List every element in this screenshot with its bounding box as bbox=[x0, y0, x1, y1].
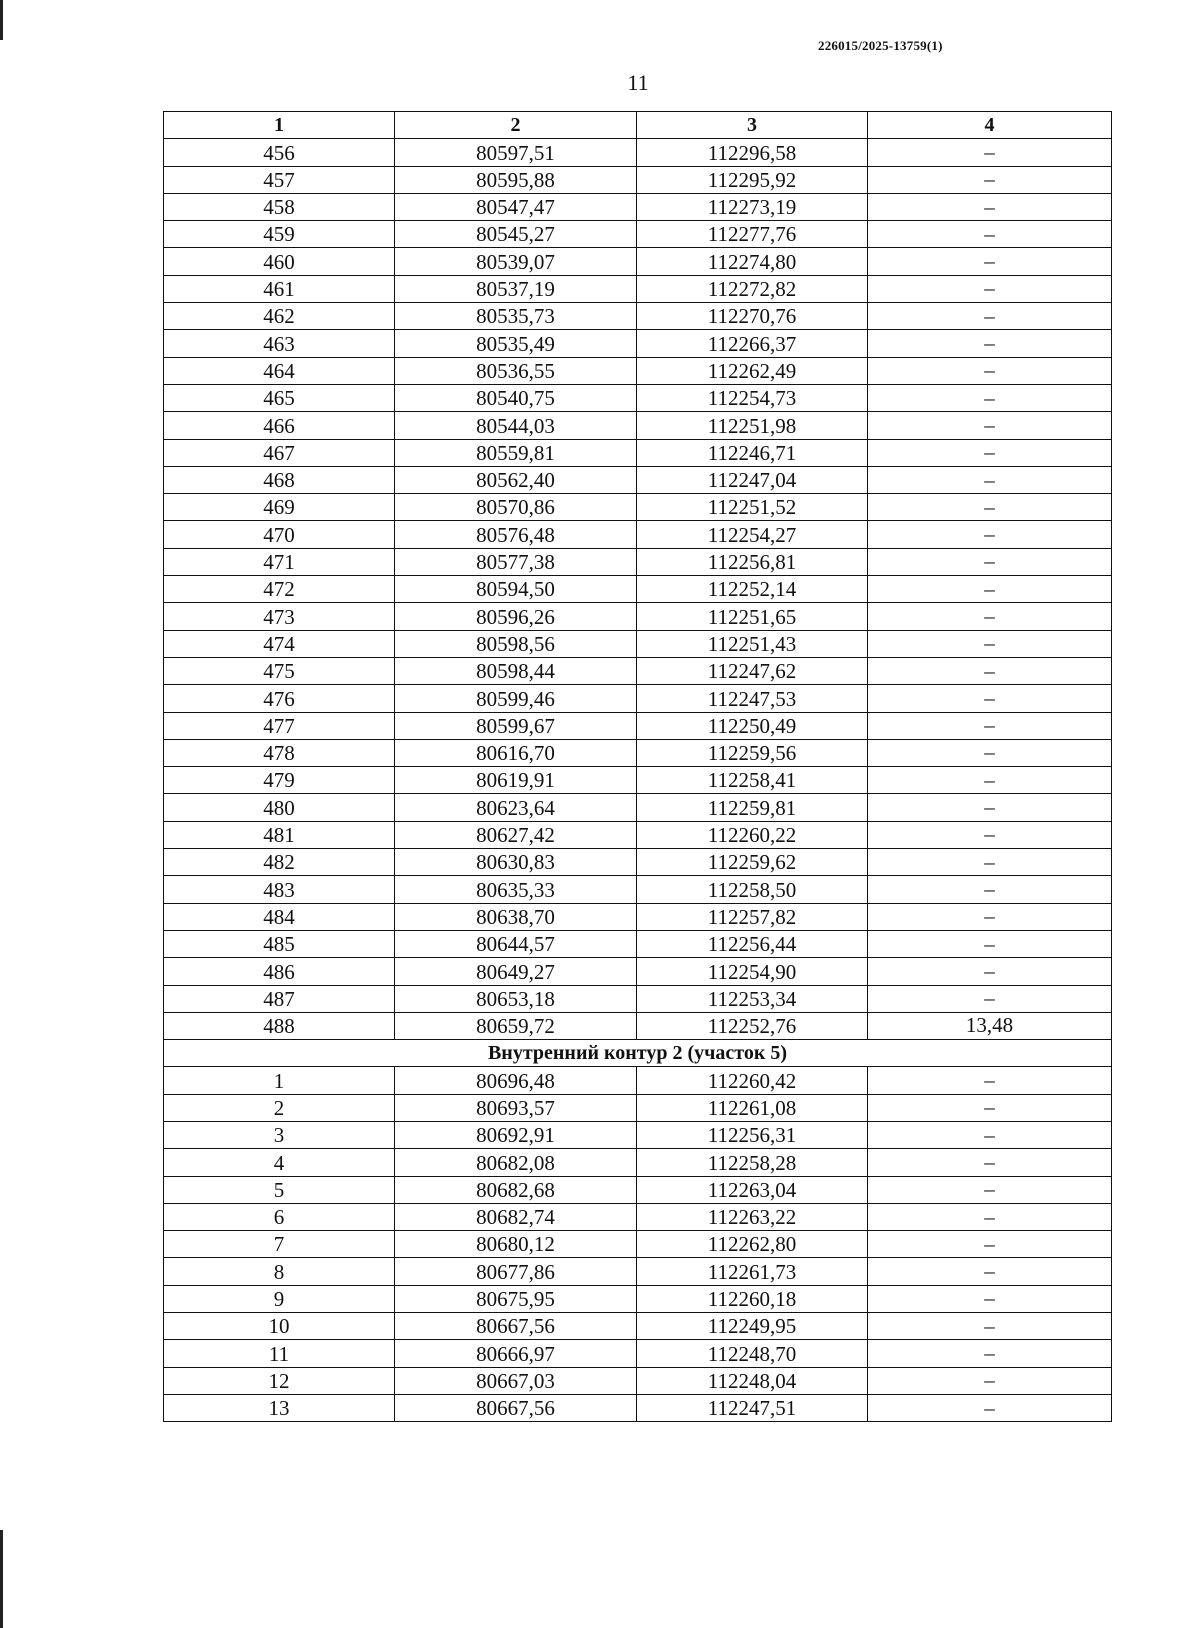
distance: – bbox=[868, 275, 1112, 302]
distance: – bbox=[868, 1121, 1112, 1148]
distance: – bbox=[868, 1203, 1112, 1230]
y-coordinate: 112296,58 bbox=[637, 139, 868, 166]
y-coordinate: 112258,28 bbox=[637, 1149, 868, 1176]
distance: – bbox=[868, 548, 1112, 575]
y-coordinate: 112256,31 bbox=[637, 1121, 868, 1148]
x-coordinate: 80619,91 bbox=[395, 767, 637, 794]
x-coordinate: 80599,67 bbox=[395, 712, 637, 739]
y-coordinate: 112247,51 bbox=[637, 1394, 868, 1421]
table-body bbox=[164, 139, 1112, 1040]
point-number: 479 bbox=[164, 767, 395, 794]
table-row bbox=[164, 466, 1112, 493]
y-coordinate: 112262,49 bbox=[637, 357, 868, 384]
y-coordinate: 112247,62 bbox=[637, 657, 868, 684]
x-coordinate: 80682,08 bbox=[395, 1149, 637, 1176]
scan-edge-mark-bottom bbox=[0, 1530, 3, 1628]
page-number: 11 bbox=[627, 70, 649, 95]
x-coordinate: 80535,49 bbox=[395, 330, 637, 357]
x-coordinate: 80677,86 bbox=[395, 1258, 637, 1285]
distance: – bbox=[868, 1231, 1112, 1258]
table-row bbox=[164, 794, 1112, 821]
y-coordinate: 112262,80 bbox=[637, 1231, 868, 1258]
x-coordinate: 80576,48 bbox=[395, 521, 637, 548]
table-row bbox=[164, 357, 1112, 384]
point-number: 478 bbox=[164, 739, 395, 766]
distance: – bbox=[868, 657, 1112, 684]
y-coordinate: 112270,76 bbox=[637, 303, 868, 330]
y-coordinate: 112248,70 bbox=[637, 1340, 868, 1367]
table-row bbox=[164, 548, 1112, 575]
table-row bbox=[164, 1176, 1112, 1203]
x-coordinate: 80539,07 bbox=[395, 248, 637, 275]
x-coordinate: 80682,68 bbox=[395, 1176, 637, 1203]
y-coordinate: 112246,71 bbox=[637, 439, 868, 466]
x-coordinate: 80598,56 bbox=[395, 630, 637, 657]
table-row bbox=[164, 221, 1112, 248]
y-coordinate: 112266,37 bbox=[637, 330, 868, 357]
point-number: 469 bbox=[164, 494, 395, 521]
table-row bbox=[164, 739, 1112, 766]
point-number: 3 bbox=[164, 1121, 395, 1148]
y-coordinate: 112247,53 bbox=[637, 685, 868, 712]
y-coordinate: 112273,19 bbox=[637, 193, 868, 220]
table-row bbox=[164, 439, 1112, 466]
table-row bbox=[164, 1149, 1112, 1176]
point-number: 471 bbox=[164, 548, 395, 575]
x-coordinate: 80638,70 bbox=[395, 903, 637, 930]
x-coordinate: 80630,83 bbox=[395, 849, 637, 876]
table-row bbox=[164, 384, 1112, 411]
distance: – bbox=[868, 985, 1112, 1012]
point-number: 7 bbox=[164, 1231, 395, 1258]
y-coordinate: 112272,82 bbox=[637, 275, 868, 302]
point-number: 485 bbox=[164, 930, 395, 957]
section-title: Внутренний контур 2 (участок 5) bbox=[164, 1040, 1112, 1067]
distance: – bbox=[868, 221, 1112, 248]
table-row bbox=[164, 303, 1112, 330]
distance: – bbox=[868, 521, 1112, 548]
x-coordinate: 80595,88 bbox=[395, 166, 637, 193]
point-number: 461 bbox=[164, 275, 395, 302]
point-number: 2 bbox=[164, 1094, 395, 1121]
distance: – bbox=[868, 1258, 1112, 1285]
table-row bbox=[164, 1121, 1112, 1148]
point-number: 458 bbox=[164, 193, 395, 220]
y-coordinate: 112248,04 bbox=[637, 1367, 868, 1394]
distance: – bbox=[868, 412, 1112, 439]
table-row bbox=[164, 1094, 1112, 1121]
point-number: 467 bbox=[164, 439, 395, 466]
coordinates-table-container bbox=[163, 111, 1111, 1422]
x-coordinate: 80577,38 bbox=[395, 548, 637, 575]
point-number: 486 bbox=[164, 958, 395, 985]
distance: – bbox=[868, 1067, 1112, 1094]
x-coordinate: 80544,03 bbox=[395, 412, 637, 439]
x-coordinate: 80537,19 bbox=[395, 275, 637, 302]
y-coordinate: 112258,41 bbox=[637, 767, 868, 794]
table-row bbox=[164, 494, 1112, 521]
x-coordinate: 80692,91 bbox=[395, 1121, 637, 1148]
y-coordinate: 112251,65 bbox=[637, 603, 868, 630]
x-coordinate: 80570,86 bbox=[395, 494, 637, 521]
table-row bbox=[164, 166, 1112, 193]
table-row bbox=[164, 930, 1112, 957]
point-number: 480 bbox=[164, 794, 395, 821]
y-coordinate: 112249,95 bbox=[637, 1313, 868, 1340]
x-coordinate: 80627,42 bbox=[395, 821, 637, 848]
distance: – bbox=[868, 384, 1112, 411]
table-row bbox=[164, 903, 1112, 930]
y-coordinate: 112277,76 bbox=[637, 221, 868, 248]
column-header-2: 2 bbox=[395, 112, 637, 139]
point-number: 487 bbox=[164, 985, 395, 1012]
distance: – bbox=[868, 1394, 1112, 1421]
point-number: 456 bbox=[164, 139, 395, 166]
point-number: 488 bbox=[164, 1012, 395, 1039]
y-coordinate: 112250,49 bbox=[637, 712, 868, 739]
distance: – bbox=[868, 821, 1112, 848]
x-coordinate: 80667,03 bbox=[395, 1367, 637, 1394]
point-number: 472 bbox=[164, 576, 395, 603]
table-row bbox=[164, 1367, 1112, 1394]
y-coordinate: 112251,43 bbox=[637, 630, 868, 657]
table-row bbox=[164, 958, 1112, 985]
section-table-body bbox=[164, 1067, 1112, 1422]
y-coordinate: 112254,27 bbox=[637, 521, 868, 548]
y-coordinate: 112260,22 bbox=[637, 821, 868, 848]
y-coordinate: 112247,04 bbox=[637, 466, 868, 493]
distance: 13,48 bbox=[868, 1012, 1112, 1039]
x-coordinate: 80696,48 bbox=[395, 1067, 637, 1094]
table-row bbox=[164, 821, 1112, 848]
point-number: 460 bbox=[164, 248, 395, 275]
point-number: 481 bbox=[164, 821, 395, 848]
distance: – bbox=[868, 439, 1112, 466]
distance: – bbox=[868, 794, 1112, 821]
table-row bbox=[164, 248, 1112, 275]
distance: – bbox=[868, 494, 1112, 521]
scan-edge-mark-top bbox=[0, 0, 3, 40]
distance: – bbox=[868, 630, 1112, 657]
x-coordinate: 80562,40 bbox=[395, 466, 637, 493]
y-coordinate: 112259,62 bbox=[637, 849, 868, 876]
column-header-3: 3 bbox=[637, 112, 868, 139]
x-coordinate: 80666,97 bbox=[395, 1340, 637, 1367]
distance: – bbox=[868, 903, 1112, 930]
x-coordinate: 80649,27 bbox=[395, 958, 637, 985]
point-number: 475 bbox=[164, 657, 395, 684]
section-header-body bbox=[164, 1040, 1112, 1067]
distance: – bbox=[868, 303, 1112, 330]
table-row bbox=[164, 330, 1112, 357]
point-number: 464 bbox=[164, 357, 395, 384]
distance: – bbox=[868, 767, 1112, 794]
distance: – bbox=[868, 685, 1112, 712]
point-number: 474 bbox=[164, 630, 395, 657]
table-row bbox=[164, 1340, 1112, 1367]
y-coordinate: 112251,52 bbox=[637, 494, 868, 521]
x-coordinate: 80598,44 bbox=[395, 657, 637, 684]
table-row bbox=[164, 412, 1112, 439]
point-number: 11 bbox=[164, 1340, 395, 1367]
x-coordinate: 80597,51 bbox=[395, 139, 637, 166]
y-coordinate: 112258,50 bbox=[637, 876, 868, 903]
table-row bbox=[164, 876, 1112, 903]
table-row bbox=[164, 985, 1112, 1012]
point-number: 470 bbox=[164, 521, 395, 548]
distance: – bbox=[868, 139, 1112, 166]
x-coordinate: 80616,70 bbox=[395, 739, 637, 766]
x-coordinate: 80693,57 bbox=[395, 1094, 637, 1121]
x-coordinate: 80536,55 bbox=[395, 357, 637, 384]
point-number: 462 bbox=[164, 303, 395, 330]
table-row bbox=[164, 1203, 1112, 1230]
x-coordinate: 80559,81 bbox=[395, 439, 637, 466]
distance: – bbox=[868, 1176, 1112, 1203]
x-coordinate: 80680,12 bbox=[395, 1231, 637, 1258]
x-coordinate: 80644,57 bbox=[395, 930, 637, 957]
document-number: 226015/2025-13759(1) bbox=[818, 38, 943, 53]
y-coordinate: 112253,34 bbox=[637, 985, 868, 1012]
distance: – bbox=[868, 958, 1112, 985]
x-coordinate: 80635,33 bbox=[395, 876, 637, 903]
column-header-1: 1 bbox=[164, 112, 395, 139]
x-coordinate: 80535,73 bbox=[395, 303, 637, 330]
distance: – bbox=[868, 330, 1112, 357]
point-number: 484 bbox=[164, 903, 395, 930]
point-number: 476 bbox=[164, 685, 395, 712]
point-number: 466 bbox=[164, 412, 395, 439]
table-row bbox=[164, 603, 1112, 630]
table-row bbox=[164, 576, 1112, 603]
point-number: 1 bbox=[164, 1067, 395, 1094]
x-coordinate: 80659,72 bbox=[395, 1012, 637, 1039]
coordinates-table bbox=[163, 111, 1112, 1422]
point-number: 482 bbox=[164, 849, 395, 876]
y-coordinate: 112256,44 bbox=[637, 930, 868, 957]
point-number: 13 bbox=[164, 1394, 395, 1421]
x-coordinate: 80667,56 bbox=[395, 1313, 637, 1340]
y-coordinate: 112259,56 bbox=[637, 739, 868, 766]
point-number: 463 bbox=[164, 330, 395, 357]
distance: – bbox=[868, 930, 1112, 957]
table-row bbox=[164, 1231, 1112, 1258]
table-row bbox=[164, 1285, 1112, 1312]
x-coordinate: 80623,64 bbox=[395, 794, 637, 821]
distance: – bbox=[868, 193, 1112, 220]
y-coordinate: 112254,73 bbox=[637, 384, 868, 411]
table-row bbox=[164, 1012, 1112, 1039]
point-number: 465 bbox=[164, 384, 395, 411]
point-number: 5 bbox=[164, 1176, 395, 1203]
point-number: 12 bbox=[164, 1367, 395, 1394]
y-coordinate: 112256,81 bbox=[637, 548, 868, 575]
y-coordinate: 112252,76 bbox=[637, 1012, 868, 1039]
table-row bbox=[164, 630, 1112, 657]
x-coordinate: 80653,18 bbox=[395, 985, 637, 1012]
x-coordinate: 80667,56 bbox=[395, 1394, 637, 1421]
y-coordinate: 112254,90 bbox=[637, 958, 868, 985]
distance: – bbox=[868, 1285, 1112, 1312]
section-header-row bbox=[164, 1040, 1112, 1067]
table-row bbox=[164, 1258, 1112, 1285]
point-number: 477 bbox=[164, 712, 395, 739]
table-row bbox=[164, 712, 1112, 739]
distance: – bbox=[868, 576, 1112, 603]
point-number: 10 bbox=[164, 1313, 395, 1340]
distance: – bbox=[868, 876, 1112, 903]
distance: – bbox=[868, 739, 1112, 766]
distance: – bbox=[868, 1340, 1112, 1367]
x-coordinate: 80682,74 bbox=[395, 1203, 637, 1230]
distance: – bbox=[868, 1367, 1112, 1394]
distance: – bbox=[868, 603, 1112, 630]
x-coordinate: 80545,27 bbox=[395, 221, 637, 248]
distance: – bbox=[868, 357, 1112, 384]
point-number: 8 bbox=[164, 1258, 395, 1285]
distance: – bbox=[868, 712, 1112, 739]
y-coordinate: 112263,22 bbox=[637, 1203, 868, 1230]
y-coordinate: 112274,80 bbox=[637, 248, 868, 275]
table-row bbox=[164, 1313, 1112, 1340]
y-coordinate: 112257,82 bbox=[637, 903, 868, 930]
point-number: 468 bbox=[164, 466, 395, 493]
table-row bbox=[164, 139, 1112, 166]
column-header-4: 4 bbox=[868, 112, 1112, 139]
point-number: 473 bbox=[164, 603, 395, 630]
x-coordinate: 80547,47 bbox=[395, 193, 637, 220]
table-row bbox=[164, 767, 1112, 794]
y-coordinate: 112260,18 bbox=[637, 1285, 868, 1312]
distance: – bbox=[868, 1313, 1112, 1340]
y-coordinate: 112263,04 bbox=[637, 1176, 868, 1203]
point-number: 457 bbox=[164, 166, 395, 193]
x-coordinate: 80599,46 bbox=[395, 685, 637, 712]
y-coordinate: 112260,42 bbox=[637, 1067, 868, 1094]
y-coordinate: 112259,81 bbox=[637, 794, 868, 821]
point-number: 4 bbox=[164, 1149, 395, 1176]
x-coordinate: 80594,50 bbox=[395, 576, 637, 603]
x-coordinate: 80675,95 bbox=[395, 1285, 637, 1312]
y-coordinate: 112295,92 bbox=[637, 166, 868, 193]
point-number: 483 bbox=[164, 876, 395, 903]
x-coordinate: 80596,26 bbox=[395, 603, 637, 630]
table-row bbox=[164, 685, 1112, 712]
table-row bbox=[164, 521, 1112, 548]
point-number: 6 bbox=[164, 1203, 395, 1230]
y-coordinate: 112261,73 bbox=[637, 1258, 868, 1285]
distance: – bbox=[868, 248, 1112, 275]
distance: – bbox=[868, 1149, 1112, 1176]
table-row bbox=[164, 193, 1112, 220]
y-coordinate: 112252,14 bbox=[637, 576, 868, 603]
y-coordinate: 112261,08 bbox=[637, 1094, 868, 1121]
table-row bbox=[164, 275, 1112, 302]
x-coordinate: 80540,75 bbox=[395, 384, 637, 411]
point-number: 9 bbox=[164, 1285, 395, 1312]
distance: – bbox=[868, 1094, 1112, 1121]
y-coordinate: 112251,98 bbox=[637, 412, 868, 439]
table-row bbox=[164, 657, 1112, 684]
table-header-row bbox=[164, 112, 1112, 139]
table-row bbox=[164, 1067, 1112, 1094]
distance: – bbox=[868, 166, 1112, 193]
table-row bbox=[164, 849, 1112, 876]
distance: – bbox=[868, 849, 1112, 876]
table-row bbox=[164, 1394, 1112, 1421]
distance: – bbox=[868, 466, 1112, 493]
point-number: 459 bbox=[164, 221, 395, 248]
